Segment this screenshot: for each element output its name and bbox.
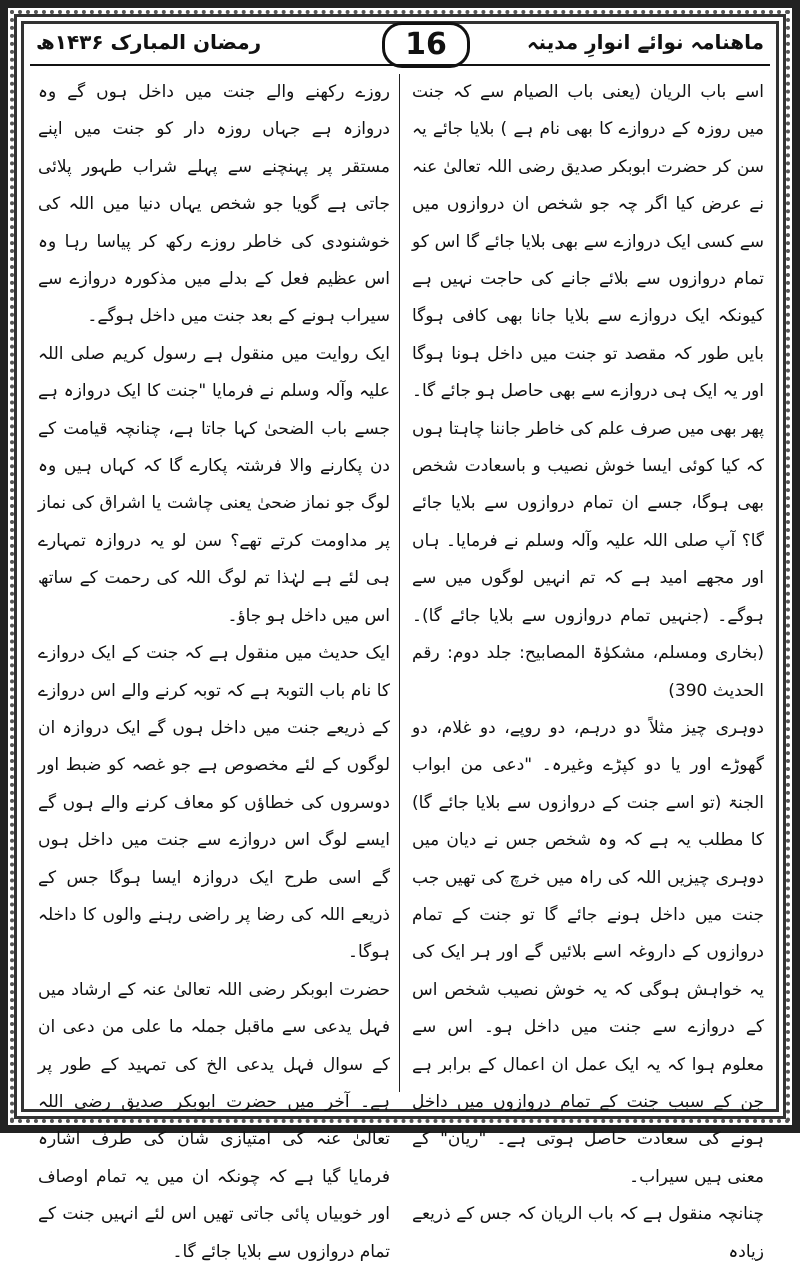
issue-date: رمضان المبارک ۱۴۳۶ھ: [36, 30, 262, 54]
left-column: [38, 74, 390, 1271]
page-header: [30, 26, 770, 62]
page-number: 16: [382, 22, 470, 68]
paragraph: دوہری چیز مثلاً دو درہم، دو روپے، دو غلام، دو گھوڑے اور یا دو کپڑے وغیرہ۔ "دعی من ابواب الجنۃ (تو اسے جنت کے دروازوں سے بلایا جائے گا) کا مطلب یہ ہے کہ وہ شخص جس نے دیان میں دوہری چیزیں اللہ کی راہ میں خرچ کی تھیں جب جنت میں داخل ہونے جائے گا تو جنت کے تمام دروازوں کے داروغہ اسے بلائیں گے اور ہر ایک کی یہ خواہش ہوگی کہ یہ خوش نصیب شخص اس کے دروازے سے جنت میں داخل ہو۔ اس سے معلوم ہوا کہ یہ ایک عمل ان اعمال کے برابر ہے جن کے سبب جنت کے تمام دروازوں میں داخل ہونے کی سعادت حاصل ہوتی ہے۔ "ریان" کے معنی ہیں سیراب۔: [412, 717, 764, 1187]
paragraph: ایک روایت میں منقول ہے رسول کریم صلی اللہ علیہ وآلہ وسلم نے فرمایا "جنت کا ایک دروازہ ہے جسے باب الضحیٰ کہا جاتا ہے، چنانچہ قیامت کے دن پکارنے والا فرشتہ پکارے گا کہ کہاں ہیں وہ لوگ جو نماز ضحیٰ یعنی چاشت یا اشراق کی نماز پر مداومت کرتے تھے؟ سن لو یہ دروازہ تمہارے ہی لئے ہے لہٰذا تم لوگ اللہ کی رحمت کے ساتھ اس میں داخل ہو جاؤ۔: [38, 343, 390, 626]
magazine-title: ماھنامہ نوائے انوارِ مدینہ: [526, 30, 764, 54]
paragraph: چنانچہ منقول ہے کہ باب الریان کہ جس کے ذریعے زیادہ: [412, 1204, 764, 1262]
paragraph: روزے رکھنے والے جنت میں داخل ہوں گے وہ دروازہ ہے جہاں روزہ دار کو جنت میں اپنے مستقر پر پہنچنے سے پہلے شراب طہور پلائی جاتی ہے گویا جو شخص یہاں دنیا میں اللہ کی خوشنودی کی خاطر روزے رکھ کر پیاسا رہا وہ اس عظیم فعل کے بدلے میں مذکورہ دروازے سے سیراب ہونے کے بعد جنت میں داخل ہوگے۔: [38, 82, 390, 327]
header-rule: [30, 64, 770, 66]
paragraph: ایک حدیث میں منقول ہے کہ جنت کے ایک دروازے کا نام باب التوبۃ ہے کہ توبہ کرنے والے اس دروازے کے ذریعے جنت میں داخل ہوں گے ایک دروازہ ان لوگوں کے لئے مخصوص ہے جو غصہ کو ضبط اور دوسروں کی خطاؤں کو معاف کرنے والے ہوں گے ایسے لوگ اس دروازے سے جنت میں داخل ہوں گے اسی طرح ایک دروازہ ایسا ہوگا جس کے ذریعے اللہ کی رضا پر راضی رہنے والوں کا داخلہ ہوگا۔: [38, 643, 390, 963]
column-divider: [399, 74, 400, 1092]
paragraph: اسے باب الریان (یعنی باب الصیام سے کہ جنت میں روزہ کے دروازے کا بھی نام ہے ) بلایا جائے یہ سن کر حضرت ابوبکر صدیق رضی اللہ تعالیٰ عنہ نے عرض کیا اگر چہ جو شخص ان دروازوں میں سے کسی ایک دروازے سے بھی بلایا جائے گا اس کو تمام دروازوں سے بلائے جانے کی حاجت نہیں ہے کیونکہ ایک دروازے سے بلایا جانا بھی کافی ہوگا بایں طور کہ مقصد تو جنت میں داخل ہونا ہوگا اور یہ ایک ہی دروازے سے بھی حاصل ہو جائے گا۔ پھر بھی میں صرف علم کی خاطر جاننا چاہتا ہوں کہ کیا کوئی ایسا خوش نصیب و باسعادت شخص بھی ہوگا، جسے ان تمام دروازوں سے بلایا جائے گا؟ آپ صلی اللہ علیہ وآلہ وسلم نے فرمایا۔ ہاں اور مجھے امید ہے کہ تم انہیں لوگوں میں سے ہوگے۔ (جنہیں تمام دروازوں سے بلایا جائے گا)۔ (بخاری ومسلم، مشکوٰۃ المصابیح: جلد دوم: رقم الحدیث 390): [412, 82, 764, 701]
right-column: [412, 74, 764, 1271]
paragraph: حضرت ابوبکر رضی اللہ تعالیٰ عنہ کے ارشاد میں فہل یدعی سے ماقبل جملہ ما علی من دعی ان کے سوال فہل یدعی الخ کی تمہید کے طور پر ہے۔ آخر میں حضرت ابوبکر صدیق رضی اللہ تعالیٰ عنہ کی امتیازی شان کی طرف اشارہ فرمایا گیا ہے کہ چونکہ ان میں یہ تمام اوصاف اور خوبیاں پائی جاتی تھیں اس لئے انہیں جنت کے تمام دروازوں سے بلایا جائے گا۔: [38, 979, 390, 1262]
